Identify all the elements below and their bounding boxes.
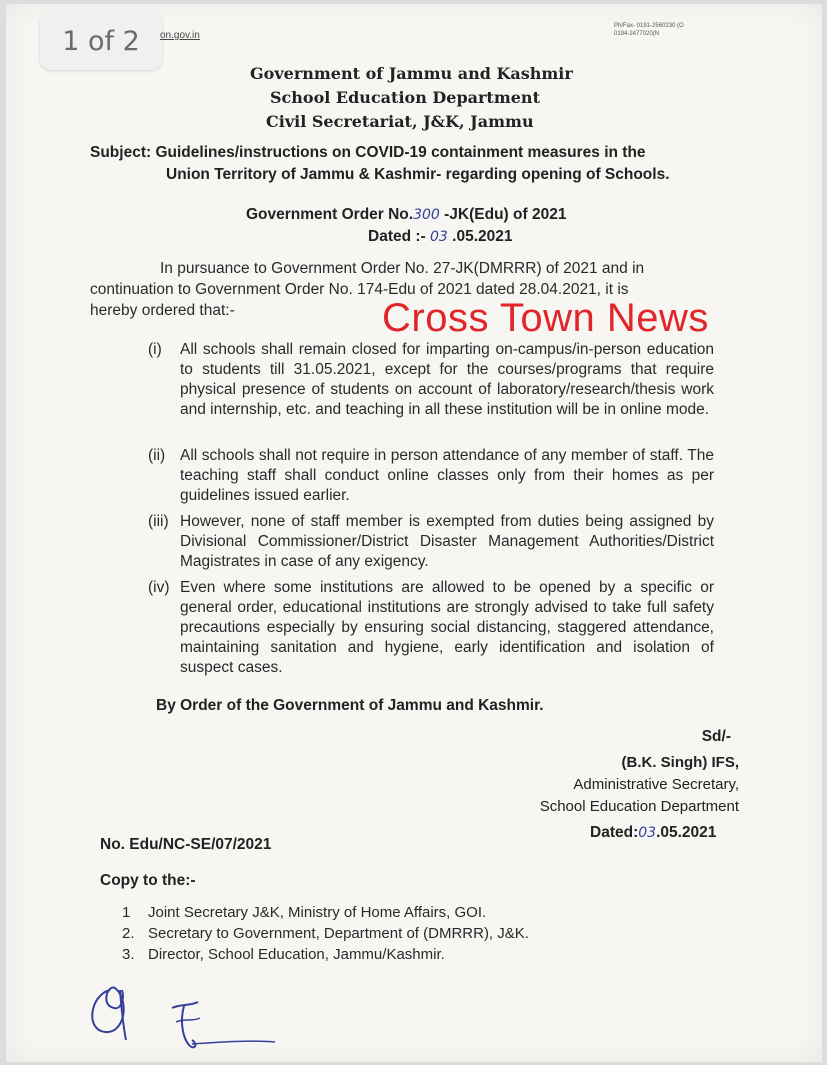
order-dated-prefix: Dated :- bbox=[368, 228, 426, 245]
subject-line-2: Union Territory of Jammu & Kashmir- regarding opening of Schools. bbox=[166, 166, 670, 183]
order-item-4 bbox=[148, 578, 714, 678]
order-item-text: Even where some institutions are allowed to be opened by a specific or general order, educational institutions are strongly advised to take full safety precautions especially by ensuring social distancing, staggered attendance, maintaining sanitation and hygiene, early identification and isolation of suspect cases. bbox=[180, 579, 714, 676]
subject-block bbox=[90, 142, 730, 186]
intro-line-2: continuation to Government Order No. 174-Edu of 2021 dated 28.04.2021, it is bbox=[90, 281, 629, 298]
by-order-line: By Order of the Government of Jammu and Kashmir. bbox=[156, 697, 544, 714]
copy-to-item-text: Joint Secretary J&K, Ministry of Home Affairs, GOI. bbox=[148, 904, 487, 921]
copy-to-item bbox=[122, 902, 529, 923]
order-suffix: -JK(Edu) of 2021 bbox=[444, 206, 567, 223]
reference-dated-suffix: .05.2021 bbox=[656, 824, 717, 841]
order-item-label: (i) bbox=[148, 341, 162, 358]
copy-to-item-text: Director, School Education, Jammu/Kashmir. bbox=[148, 946, 445, 963]
letterhead-line-2: School Education Department bbox=[270, 88, 540, 107]
signatory-block bbox=[540, 752, 739, 818]
order-item-label: (iii) bbox=[148, 513, 169, 530]
page-indicator-text: 1 of 2 bbox=[62, 25, 140, 57]
letterhead bbox=[250, 62, 573, 134]
order-item-1 bbox=[148, 340, 714, 420]
order-item-2 bbox=[148, 446, 714, 506]
letterhead-link: on.gov.in bbox=[160, 30, 200, 41]
reference-date bbox=[590, 824, 716, 842]
copy-to-item-text: Secretary to Government, Department of (DMRRR), J&K. bbox=[148, 925, 529, 942]
subject-label: Subject: bbox=[90, 144, 152, 161]
order-item-text: However, none of staff member is exempted from duties being assigned by Divisional Commissioner/District Disaster Management Authorities/District Magistrates in case of any exigency. bbox=[180, 513, 714, 570]
order-item-3 bbox=[148, 512, 714, 572]
letterhead-line-3: Civil Secretariat, J&K, Jammu bbox=[266, 112, 534, 131]
copy-to-heading: Copy to the:- bbox=[100, 872, 196, 889]
copy-to-item-number: 2. bbox=[122, 925, 135, 942]
order-prefix: Government Order No. bbox=[246, 206, 414, 223]
order-item-text: All schools shall remain closed for imparting on-campus/in-person education to students till 31.05.2021, except for the courses/programs that require physical presence of students on account of laboratory/research/thesis work and internship, etc. and teaching in all these institution will be in online mode. bbox=[180, 341, 714, 418]
order-dated-suffix: .05.2021 bbox=[452, 228, 513, 245]
signatory-designation-2: School Education Department bbox=[539, 798, 739, 815]
reference-dated-prefix: Dated: bbox=[590, 824, 639, 841]
page-indicator-badge bbox=[40, 12, 162, 70]
copy-to-list bbox=[122, 902, 529, 965]
phfax-line-2: 0194-2477020(N bbox=[614, 31, 660, 37]
order-item-text: All schools shall not require in person attendance of any member of staff. The teaching staff shall conduct online classes only from their homes as per guidelines issued earlier. bbox=[180, 447, 714, 504]
intro-line-1: In pursuance to Government Order No. 27-JK(DMRRR) of 2021 and in bbox=[160, 260, 645, 277]
copy-to-item-number: 1 bbox=[122, 904, 131, 921]
letterhead-line-1: Government of Jammu and Kashmir bbox=[250, 64, 573, 83]
intro-line-3: hereby ordered that:- bbox=[90, 302, 235, 319]
order-item-label: (ii) bbox=[148, 447, 166, 464]
reference-number: No. Edu/NC-SE/07/2021 bbox=[100, 836, 272, 853]
handwritten-initials-signature bbox=[80, 960, 280, 1060]
watermark-text: Cross Town News bbox=[382, 296, 709, 340]
subject-line-1: Guidelines/instructions on COVID-19 containment measures in the bbox=[155, 144, 646, 161]
signature-sd: Sd/- bbox=[701, 728, 731, 745]
copy-to-item-number: 3. bbox=[122, 946, 135, 963]
phfax-line-1: Ph/Fax- 0191-2560230 (O bbox=[614, 23, 684, 29]
signatory-designation-1: Administrative Secretary, bbox=[573, 776, 739, 793]
copy-to-item bbox=[122, 923, 529, 944]
order-number-handwritten: 300 bbox=[413, 207, 440, 223]
phone-fax-block bbox=[614, 22, 684, 38]
order-item-label: (iv) bbox=[148, 579, 170, 596]
signatory-name: (B.K. Singh) IFS, bbox=[621, 754, 739, 771]
order-number-block bbox=[246, 204, 566, 248]
reference-dated-day-handwritten: 03 bbox=[638, 825, 657, 841]
order-dated-day-handwritten: 03 bbox=[430, 229, 448, 245]
